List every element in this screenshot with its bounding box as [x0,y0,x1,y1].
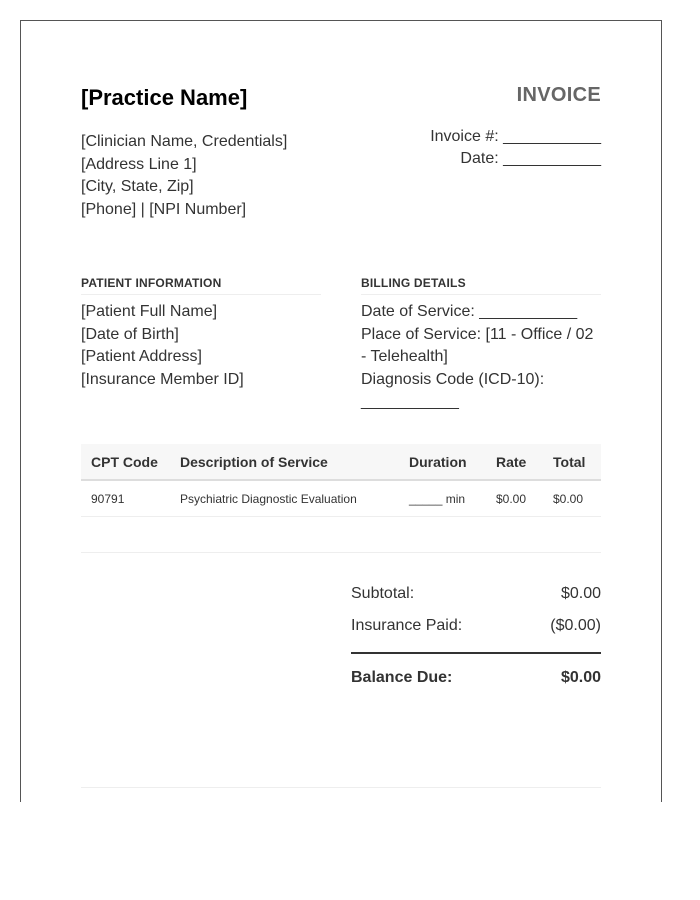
patient-full-name: [Patient Full Name] [81,303,218,320]
patient-date-of-birth: [Date of Birth] [81,325,179,343]
billing-details [361,301,601,414]
place-of-service-field: Place of Service: [11 - Office / 02 - Telehealth] [361,325,594,365]
balance-due-value: $0.00 [560,669,601,686]
insurance-paid-row [351,610,601,642]
footer-divider [81,787,601,788]
column-header-description: Description of Service [170,444,399,480]
invoice-meta [430,126,601,170]
column-header-rate: Rate [486,444,543,480]
subtotal-value: $0.00 [560,585,601,602]
clinician-name: [Clinician Name, Credentials] [81,133,288,150]
date-of-service-field: Date of Service: ___________ [361,303,578,320]
invoice-date-field: Date: ___________ [460,150,601,167]
subtotal-label: Subtotal: [351,585,415,602]
column-header-total: Total [543,444,601,480]
billing-section-title: BILLING DETAILS [361,276,601,295]
invoice-title: INVOICE [516,84,601,106]
patient-details [81,301,321,391]
total-cell: $0.00 [543,480,601,517]
patient-insurance-id: [Insurance Member ID] [81,370,244,388]
insurance-paid-label: Insurance Paid: [351,617,463,634]
cpt-code-cell: 90791 [81,480,170,517]
table-row [81,480,601,517]
patient-address: [Patient Address] [81,348,202,365]
billing-details-section [361,276,601,414]
clinician-phone-npi: [Phone] | [NPI Number] [81,200,247,218]
clinician-city-state-zip: [City, State, Zip] [81,178,194,195]
subtotal-row [351,578,601,610]
table-divider [81,552,601,553]
duration-cell: _____ min [399,480,486,517]
insurance-paid-value: ($0.00) [550,617,601,634]
services-table [81,444,601,517]
patient-section-title: PATIENT INFORMATION [81,276,321,295]
clinician-info [81,131,287,221]
column-header-cpt: CPT Code [81,444,170,480]
column-header-duration: Duration [399,444,486,480]
description-cell: Psychiatric Diagnostic Evaluation [170,480,399,517]
practice-name: [Practice Name] [81,85,248,110]
invoice-page [20,20,662,802]
rate-cell: $0.00 [486,480,543,517]
totals-block [351,578,601,694]
services-table-header [81,444,601,480]
balance-due-row [351,652,601,694]
clinician-address-line: [Address Line 1] [81,155,197,173]
balance-due-label: Balance Due: [351,669,453,686]
invoice-number-field: Invoice #: ___________ [430,128,601,145]
diagnosis-code-field: Diagnosis Code (ICD-10): ___________ [361,370,545,410]
patient-information-section [81,276,321,391]
